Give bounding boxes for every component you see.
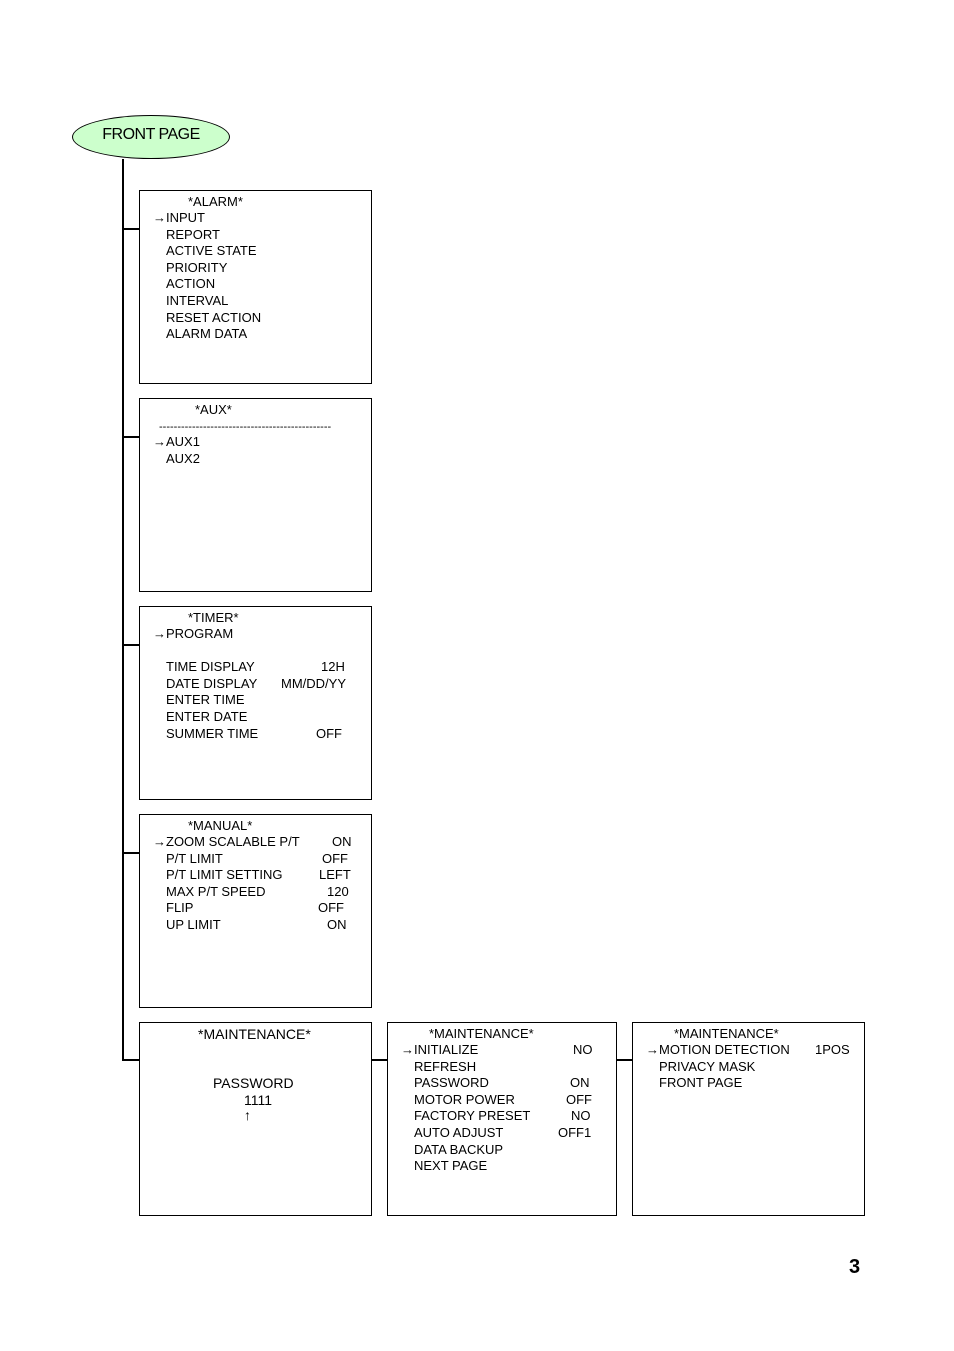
alarm-menu-title: *ALARM* <box>188 194 243 209</box>
timer-menu-title: *TIMER* <box>188 610 239 625</box>
cursor-arrow-icon: → <box>153 434 166 449</box>
manual-value-pt-limit-setting: LEFT <box>319 867 351 882</box>
timer-menu-box <box>139 606 372 800</box>
maintenance-item-auto-adjust[interactable]: AUTO ADJUST <box>414 1125 504 1140</box>
alarm-item-interval[interactable]: INTERVAL <box>166 293 229 308</box>
timer-item-time-display[interactable]: TIME DISPLAY <box>166 659 255 674</box>
maintenance-page2-title: *MAINTENANCE* <box>674 1026 779 1041</box>
maintenance-page1-title: *MAINTENANCE* <box>429 1026 534 1041</box>
manual-value-pt-limit: OFF <box>322 851 348 866</box>
alarm-item-reset-action[interactable]: RESET ACTION <box>166 310 262 325</box>
timer-item-summer-time[interactable]: SUMMER TIME <box>166 726 259 741</box>
alarm-menu-box <box>139 190 372 384</box>
alarm-item-active-state[interactable]: ACTIVE STATE <box>166 243 257 258</box>
alarm-item-input[interactable]: INPUT <box>166 210 205 225</box>
maintenance-item-factory-preset[interactable]: FACTORY PRESET <box>414 1108 531 1123</box>
maintenance-item-motor-power[interactable]: MOTOR POWER <box>414 1092 515 1107</box>
maintenance-value-factory-preset: NO <box>571 1108 591 1123</box>
aux-item-aux2[interactable]: AUX2 <box>166 451 200 466</box>
cursor-arrow-icon: → <box>401 1042 414 1057</box>
timer-value-summer-time: OFF <box>316 726 342 741</box>
aux-separator: ----------------------------------------------- <box>159 421 332 433</box>
manual-value-max-pt-speed: 120 <box>327 884 349 899</box>
alarm-item-report[interactable]: REPORT <box>166 227 220 242</box>
manual-item-pt-limit-setting[interactable]: P/T LIMIT SETTING <box>166 867 283 882</box>
maintenance-menu-page1-box <box>387 1022 617 1216</box>
maintenance-value-initialize: NO <box>573 1042 593 1057</box>
timer-item-program[interactable]: PROGRAM <box>166 626 234 641</box>
maintenance-value-motion-detection: 1POS <box>815 1042 850 1057</box>
manual-item-pt-limit[interactable]: P/T LIMIT <box>166 851 223 866</box>
timer-item-date-display[interactable]: DATE DISPLAY <box>166 676 258 691</box>
front-page-node <box>72 115 230 159</box>
alarm-item-alarm-data[interactable]: ALARM DATA <box>166 326 248 341</box>
manual-menu-box <box>139 814 372 1008</box>
maintenance-item-privacy-mask[interactable]: PRIVACY MASK <box>659 1059 756 1074</box>
maintenance-item-refresh[interactable]: REFRESH <box>414 1059 477 1074</box>
maintenance-value-auto-adjust: OFF1 <box>558 1125 592 1140</box>
cursor-arrow-icon: → <box>153 834 166 849</box>
aux-menu-title: *AUX* <box>195 402 232 417</box>
cursor-arrow-icon: → <box>153 626 166 641</box>
maintenance-login-title: *MAINTENANCE* <box>198 1026 311 1042</box>
connector-maintenance <box>122 1059 139 1061</box>
manual-item-flip[interactable]: FLIP <box>166 900 194 915</box>
alarm-item-priority[interactable]: PRIORITY <box>166 260 228 275</box>
aux-menu-box <box>139 398 372 592</box>
up-arrow-icon: ↑ <box>244 1107 251 1123</box>
cursor-arrow-icon: → <box>646 1042 659 1057</box>
maintenance-login-box <box>139 1022 372 1216</box>
page-number: 3 <box>849 1256 861 1278</box>
manual-item-max-pt-speed[interactable]: MAX P/T SPEED <box>166 884 266 899</box>
maintenance-item-password[interactable]: PASSWORD <box>414 1075 489 1090</box>
timer-item-enter-date[interactable]: ENTER DATE <box>166 709 248 724</box>
manual-item-zoom-scalable-pt[interactable]: ZOOM SCALABLE P/T <box>166 834 300 849</box>
connector-manual <box>122 852 139 854</box>
maintenance-item-motion-detection[interactable]: MOTION DETECTION <box>659 1042 790 1057</box>
maintenance-item-front-page[interactable]: FRONT PAGE <box>659 1075 743 1090</box>
connector-timer <box>122 644 139 646</box>
maintenance-item-initialize[interactable]: INITIALIZE <box>414 1042 479 1057</box>
manual-value-up-limit: ON <box>327 917 347 932</box>
aux-item-aux1[interactable]: AUX1 <box>166 434 200 449</box>
maintenance-item-next-page[interactable]: NEXT PAGE <box>414 1158 488 1173</box>
alarm-item-action[interactable]: ACTION <box>166 276 216 291</box>
maintenance-value-password: ON <box>570 1075 590 1090</box>
manual-item-up-limit[interactable]: UP LIMIT <box>166 917 221 932</box>
timer-item-enter-time[interactable]: ENTER TIME <box>166 692 245 707</box>
timer-value-time-display: 12H <box>321 659 345 674</box>
connector-alarm <box>122 228 139 230</box>
timer-value-date-display: MM/DD/YY <box>281 676 346 691</box>
manual-menu-title: *MANUAL* <box>188 818 253 833</box>
password-label: PASSWORD <box>213 1075 294 1091</box>
maintenance-menu-page2-box <box>632 1022 865 1216</box>
front-page-label: FRONT PAGE <box>102 126 200 143</box>
tree-trunk-line <box>122 159 124 1060</box>
cursor-arrow-icon: → <box>153 210 166 225</box>
maintenance-value-motor-power: OFF <box>566 1092 592 1107</box>
connector-maintenance-1 <box>371 1059 388 1061</box>
password-value[interactable]: 1111 <box>244 1092 273 1108</box>
connector-aux <box>122 436 139 438</box>
maintenance-item-data-backup[interactable]: DATA BACKUP <box>414 1142 504 1157</box>
manual-value-zoom-scalable-pt: ON <box>332 834 352 849</box>
manual-value-flip: OFF <box>318 900 344 915</box>
connector-maintenance-2 <box>616 1059 633 1061</box>
